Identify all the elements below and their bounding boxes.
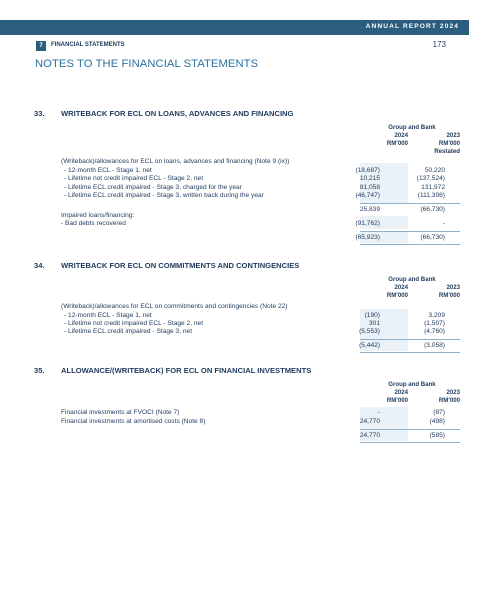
note-number: 35.: [34, 366, 45, 375]
col-2024: [360, 132, 408, 148]
table-cell-2024: (46,747): [355, 192, 380, 199]
total-2024: (65,923): [355, 234, 380, 241]
table-cell-2023: (87): [433, 409, 445, 416]
col-2024: [360, 389, 408, 405]
table-cell-2024: (91,762): [355, 220, 380, 227]
table-cell-2024: 301: [368, 320, 380, 327]
table-row-label: - Lifetime not credit impaired ECL - Stage 2, net: [64, 320, 204, 327]
note-33-heading: [34, 109, 293, 118]
total-2023: (66,730): [420, 234, 445, 241]
subtotal-rule: [360, 203, 460, 204]
column-group-label: Group and Bank: [388, 381, 436, 388]
section-row: [36, 40, 446, 52]
table-cell-2023: 50,220: [424, 167, 445, 174]
report-title: ANNUAL REPORT 2024: [365, 23, 459, 30]
table-cell-2023: (498): [429, 418, 445, 425]
subtotal-2023: (66,730): [420, 206, 445, 213]
col-year: 2024: [394, 389, 408, 396]
col-unit: RM'000: [386, 292, 408, 299]
table-row-label: - Bad debts recovered: [61, 220, 126, 227]
table-cell-2023: (111,398): [417, 192, 445, 199]
note-34-heading: [34, 261, 299, 270]
table-cell-2024: 24,770: [359, 418, 380, 425]
table-row-label: (Writeback)/allowances for ECL on commitments and contingencies (Note 22): [61, 303, 288, 310]
header-bar: [0, 20, 469, 35]
note-35-heading: [34, 366, 311, 375]
subtotal-2024: 25,839: [359, 206, 380, 213]
total-2023: (585): [429, 432, 445, 439]
table-row-label: Financial investments at amortised costs (Note 8): [61, 418, 206, 425]
col-year: 2023: [446, 284, 460, 291]
table-row-label: (Writeback)/allowances for ECL on loans, advances and financing (Note 9 (ix)): [61, 158, 290, 165]
table-row-label: - Lifetime ECL credit impaired - Stage 3, charged for the year: [64, 184, 242, 191]
col-unit: RM'000: [438, 140, 460, 147]
note-title: WRITEBACK FOR ECL ON LOANS, ADVANCES AND FINANCING: [61, 109, 294, 118]
total-underline: [360, 244, 460, 245]
column-group-label: Group and Bank: [388, 276, 436, 283]
note-number: 33.: [34, 109, 45, 118]
table-row-label: - Lifetime ECL credit impaired - Stage 3, net: [64, 328, 193, 335]
total-underline: [360, 352, 460, 353]
col-2023: [410, 389, 460, 405]
total-2024: 24,770: [359, 432, 380, 439]
note-title: ALLOWANCE/(WRITEBACK) FOR ECL ON FINANCIAL INVESTMENTS: [61, 366, 312, 375]
table-cell-2023: (4,760): [424, 328, 445, 335]
page-number: 173: [432, 40, 446, 49]
table-row-label: Financial investments at FVOCI (Note 7): [61, 409, 180, 416]
table-row-label: - Lifetime ECL credit impaired - Stage 3, written back during the year: [64, 192, 264, 199]
table-cell-2024: 81,058: [359, 184, 380, 191]
table-row-label: - 12-month ECL - Stage 1, net: [64, 167, 152, 174]
table-cell-2023: 131,972: [421, 184, 445, 191]
col-unit: RM'000: [386, 397, 408, 404]
table-row-label: - 12-month ECL - Stage 1, net: [64, 312, 152, 319]
col-unit: RM'000: [438, 292, 460, 299]
table-row-label: - Lifetime not credit impaired ECL - Stage 2, net: [64, 175, 204, 182]
total-2024: (5,442): [359, 342, 380, 349]
column-group-label: Group and Bank: [388, 124, 436, 131]
table-cell-2023: (137,524): [416, 175, 445, 182]
col-2023: [410, 132, 460, 156]
table-cell-2024: (190): [364, 312, 380, 319]
col-2024: [360, 284, 408, 300]
table-cell-2024: (5,553): [359, 328, 380, 335]
col-unit: RM'000: [386, 140, 408, 147]
col-unit: RM'000: [438, 397, 460, 404]
table-cell-2024: 10,215: [359, 175, 380, 182]
table-row-label: Impaired loans/financing:: [61, 212, 135, 219]
table-cell-2023: 3,209: [428, 312, 445, 319]
note-number: 34.: [34, 261, 45, 270]
section-number-badge: 7: [36, 41, 46, 51]
table-cell-2024: -: [377, 409, 380, 416]
note-title: WRITEBACK FOR ECL ON COMMITMENTS AND CONTINGENCIES: [61, 261, 300, 270]
col-2023: [410, 284, 460, 300]
table-cell-2023: -: [442, 220, 445, 227]
section-name: FINANCIAL STATEMENTS: [51, 42, 125, 48]
col-restated-note: Restated: [434, 148, 460, 155]
table-cell-2024: (18,687): [355, 167, 380, 174]
total-underline: [360, 442, 460, 443]
col-year: 2023: [446, 132, 460, 139]
page-title: NOTES TO THE FINANCIAL STATEMENTS: [35, 58, 259, 70]
col-year: 2024: [394, 132, 408, 139]
col-year: 2024: [394, 284, 408, 291]
col-year: 2023: [446, 389, 460, 396]
table-cell-2023: (1,507): [424, 320, 445, 327]
total-2023: (3,058): [424, 342, 445, 349]
